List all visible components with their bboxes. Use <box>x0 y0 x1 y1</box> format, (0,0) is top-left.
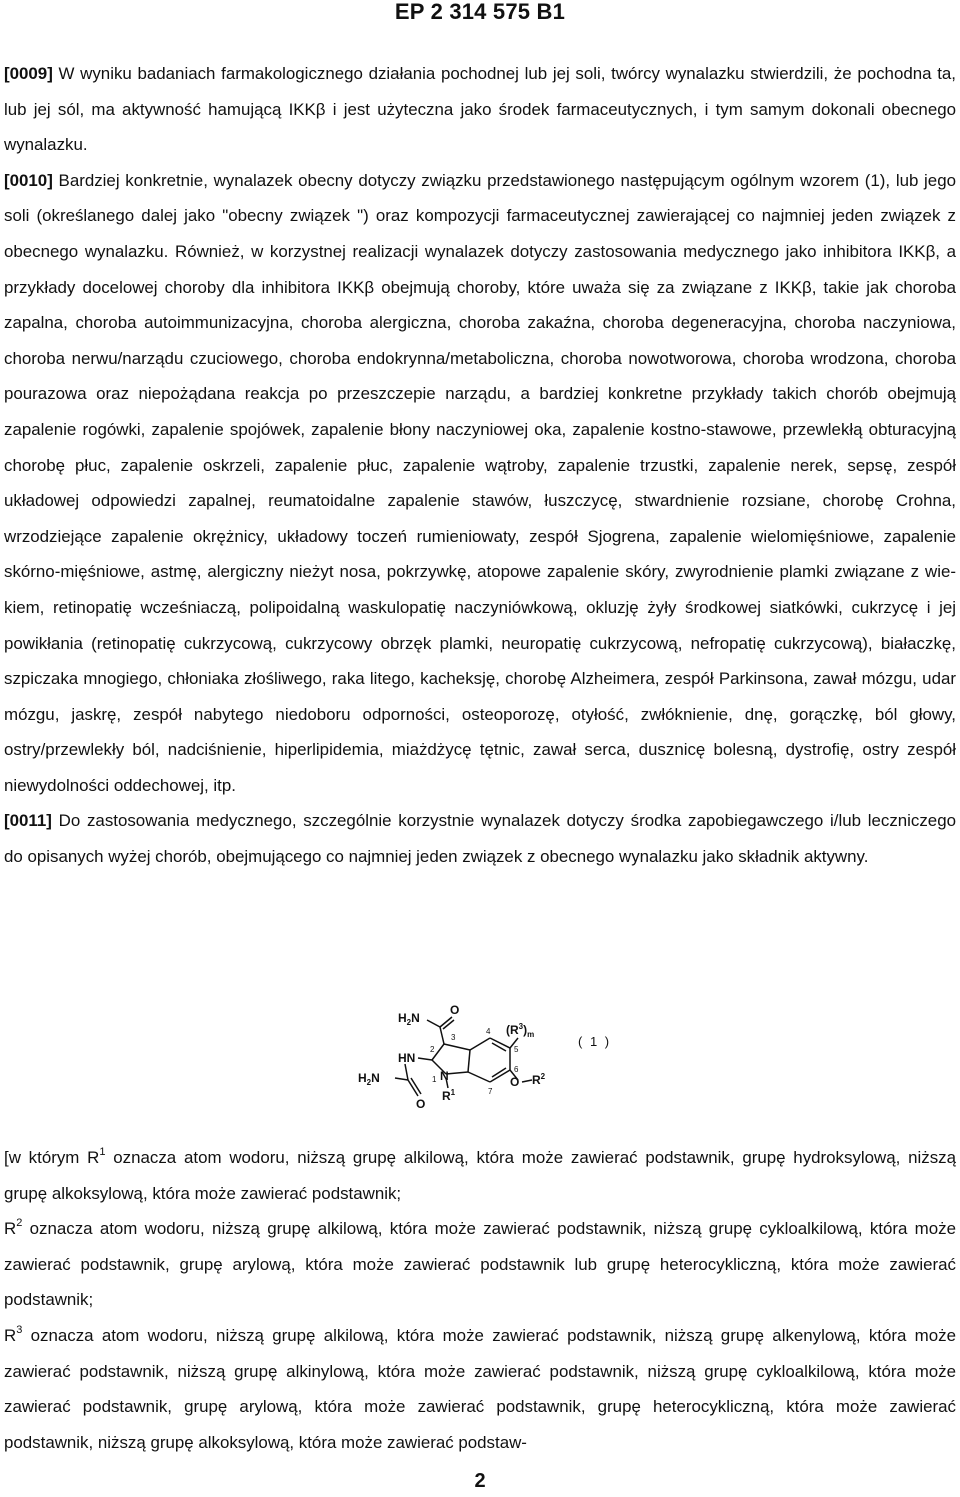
position-4-label: 4 <box>486 1027 491 1036</box>
position-5-label: 5 <box>514 1045 519 1054</box>
paragraph-number: [0010] <box>4 170 53 190</box>
substituent-definitions <box>4 1140 956 1460</box>
paragraph-text: Do zastosowania medycznego, szczególnie korzystnie wynalazek dotyczy środka zapobiegawczego i/lub leczniczego do opisanych wyżej chorób, obejmującego co najmniej jeden związek z obecnego wynalazku jako składnik aktywny. <box>4 811 956 867</box>
definition-r3: $R^3$ oznacza atom wodoru, niższą grupę alkilową, która może zawierać podstawnik, niższą grupę alkenylową, która może zawierać podstawnik, niższą grupę alkinylową, która może zawierać podstawnik, niższą grupę cykloalkilową, która może zawierać podstawnik, grupę arylową, która może zawierać podstawnik, grupę heterocykliczną, która może zawierać podstawnik, niższą grupę alkoksylową, która może zawierać podstaw- <box>4 1323 956 1452</box>
r3-label: $(R^3)_m$ <box>506 1022 535 1039</box>
hn-label: HN <box>398 1051 416 1065</box>
paragraph-0009 <box>4 56 956 163</box>
chemical-structure-formula-1 <box>340 1000 640 1110</box>
urea-oxygen-label: O <box>416 1097 426 1110</box>
page-number: 2 <box>474 1470 486 1492</box>
amide-nh2-label: $H_2N$ <box>398 1011 420 1027</box>
description-text <box>4 56 956 875</box>
formula-number: ( 1 ) <box>578 1034 612 1049</box>
position-1-label: 1 <box>432 1075 437 1084</box>
paragraph-number: [0009] <box>4 64 53 83</box>
paragraph-0011 <box>4 803 956 874</box>
urea-nh2-label: $H_2N$ <box>358 1071 380 1087</box>
paragraph-0010 <box>4 163 956 804</box>
ether-oxygen-label: O <box>510 1075 520 1089</box>
r1-label: $R^1$ <box>442 1088 456 1103</box>
definition-r1: [w którym $R^1$ oznacza atom wodoru, niższą grupę alkilową, która może zawierać podstawnik, grupę hydroksylową, niższą grupę alkoksylową, która może zawierać podstawnik; <box>4 1146 956 1203</box>
definition-r2: $R^2$ oznacza atom wodoru, niższą grupę alkilową, która może zawierać podstawnik, niższą grupę cykloalkilową, która może zawierać podstawnik, grupę arylową, która może zawierać podstawnik lub grupę heterocykliczną, która może zawierać podstawnik; <box>4 1217 956 1310</box>
r2-label: $R^2$ <box>532 1072 546 1087</box>
patent-number-header: EP 2 314 575 B1 <box>394 0 566 24</box>
position-2-label: 2 <box>430 1045 435 1054</box>
position-3-label: 3 <box>451 1033 456 1042</box>
ring-nitrogen-label: N <box>440 1069 449 1083</box>
position-7-label: 7 <box>488 1087 493 1096</box>
paragraph-number: [0011] <box>4 811 52 831</box>
paragraph-text: W wyniku badaniach farmakologicznego działania pochodnej lub jej soli, twórcy wynalazku stwierdzili, że pochodna ta, lub jej sól, ma aktywność hamującą IKKβ i jest użyteczna jako środek farmaceutycznych, i tym samym dokonali obecnego wynalazku. <box>4 64 956 155</box>
paragraph-text: Bardziej konkretnie, wynalazek obecny dotyczy związku przedstawionego następującym ogólnym wzorem (1), lub jego soli (określanego dalej jako "obecny związek ") oraz kompozycji farmaceutycznej zawierającej co najmniej jeden związek z obecnego wynalazku. Również, w korzystnej realizacji wynalazek dotyczy zastosowania medycznego jako inhibitora IKKβ, a przykłady docelowej choroby dla inhibitora IKKβ obejmują choroby, które uważa się za związane z IKKβ, takie jak choroba zapalna, choroba autoimmunizacyjna, choroba alergiczna, choroba zakaźna, choroba degeneracyjna, choroba naczyniowa, choroba nerwu/narządu czuciowego, choroba endokrynna/metaboliczna, choroba nowotworowa, choroba wrodzona, choroba pourazowa oraz niepożądana reakcja po przeszczepie narządu, a bardziej konkretne przykłady takich chorób obejmują zapalenie rogówki, zapalenie spojówek, zapalenie błony naczyniowej oka, zapalenie kostno-stawowe, przewlekłą obturacyjną chorobę płuc, zapalenie oskrzeli, zapalenie płuc, zapalenie wątroby, zapalenie trzustki, zapalenie nerek, sepsę, zespół układowej odpowiedzi zapalnej, reumatoidalne zapalenie stawów, łuszczycę, stwardnienie rozsiane, chorobę Crohna, wrzodziejące zapalenie okrężnicy, układowy toczeń rumieniowaty, zespół Sjogrena, zapalenie wielomięśniowe, zapalenie skórno-mięśniowe, astmę, alergiczny nieżyt nosa, pokrzywkę, atopowe zapalenie skóry, zwyrodnienie plamki związane z wiekiem, retinopatię wcześniaczą, polipoidalną waskulopatię naczyniówkową, okluzję żyły środkowej siatkówki, cukrzycę i jej powikłania (retinopatię cukrzycową, cukrzycowy obrzęk plamki, neuropatię cukrzycową, nefropatię cukrzycową), białaczkę, szpiczaka mnogiego, chłoniaka złośliwego, raka litego, kacheksję, chorobę Alzheimera, zespół Parkinsona, zawał mózgu, udar mózgu, jaskrę, zespół nabytego niedoboru odporności, osteoporozę, otyłość, zwłóknienie, dnę, gorączkę, ból głowy, ostry/przewlekły ból, nadciśnienie, hiperlipidemia, miażdżycę tętnic, zawał serca, dusznicę bolesną, dystrofię, ostry zespół niewydolności oddechowej, itp. <box>4 170 956 795</box>
amide-oxygen-label: O <box>450 1003 460 1017</box>
position-6-label: 6 <box>514 1065 519 1074</box>
